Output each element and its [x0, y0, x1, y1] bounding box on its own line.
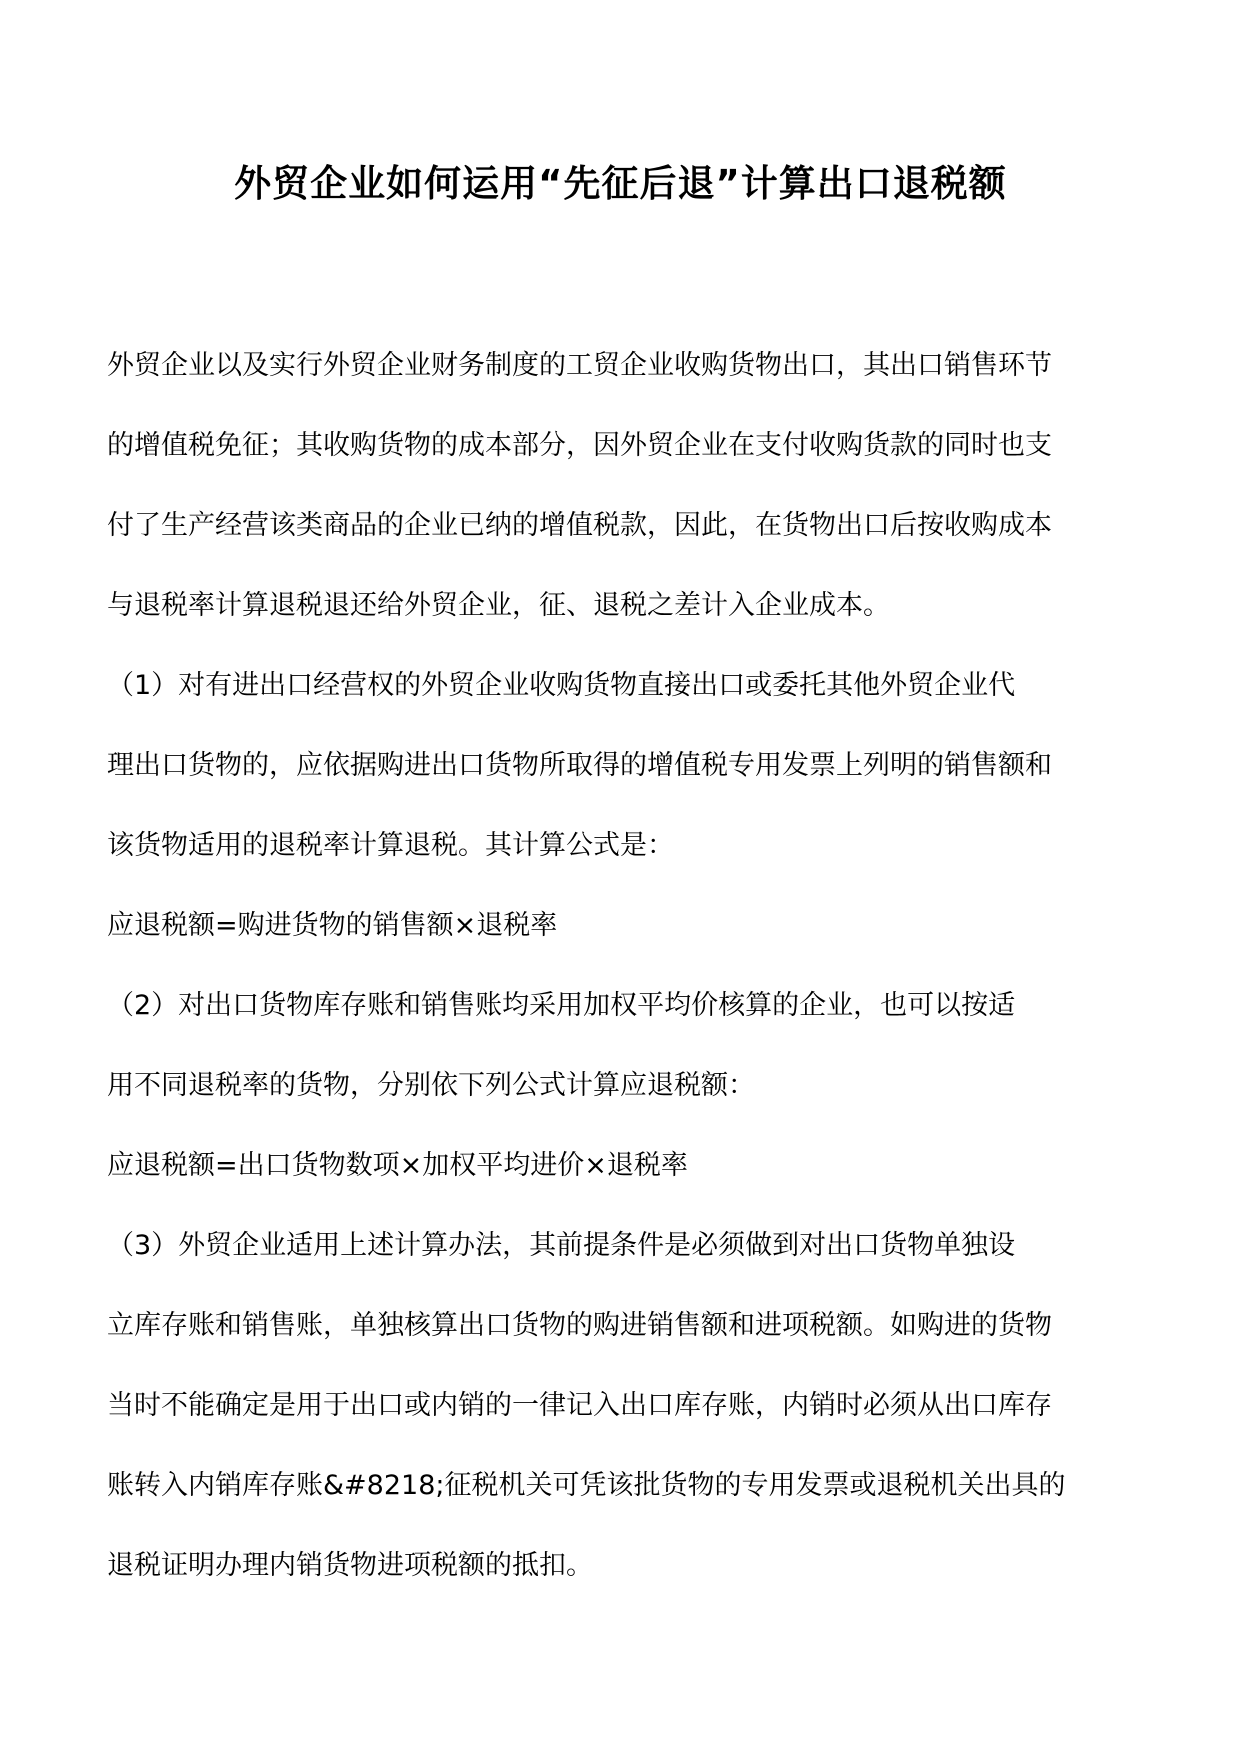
formula-line-1: 应退税额=购进货物的销售额×退税率: [107, 910, 558, 941]
body-line-13: 账转入内销库存账&#8218;征税机关可凭该批货物的专用发票或退税机关出具的: [107, 1470, 1066, 1501]
body-line-9: 用不同退税率的货物，分别依下列公式计算应退税额：: [107, 1070, 755, 1101]
body-line-7: 该货物适用的退税率计算退税。其计算公式是：: [107, 830, 674, 861]
formula-line-2: 应退税额=出口货物数项×加权平均进价×退税率: [107, 1150, 688, 1181]
body-line-2: 的增值税免征；其收购货物的成本部分，因外贸企业在支付收购货款的同时也支: [107, 430, 1052, 461]
body-line-1: 外贸企业以及实行外贸企业财务制度的工贸企业收购货物出口，其出口销售环节: [107, 350, 1052, 381]
body-line-14: 退税证明办理内销货物进项税额的抵扣。: [107, 1550, 593, 1581]
body-line-4: 与退税率计算退税退还给外贸企业，征、退税之差计入企业成本。: [107, 590, 890, 621]
body-line-10: （3）外贸企业适用上述计算办法，其前提条件是必须做到对出口货物单独设: [107, 1230, 1016, 1261]
body-line-8: （2）对出口货物库存账和销售账均采用加权平均价核算的企业，也可以按适: [107, 990, 1016, 1021]
body-line-11: 立库存账和销售账，单独核算出口货物的购进销售额和进项税额。如购进的货物: [107, 1310, 1052, 1341]
document-title: 外贸企业如何运用“先征后退”计算出口退税额: [234, 162, 1007, 205]
body-line-3: 付了生产经营该类商品的企业已纳的增值税款，因此，在货物出口后按收购成本: [107, 510, 1052, 541]
body-line-6: 理出口货物的，应依据购进出口货物所取得的增值税专用发票上列明的销售额和: [107, 750, 1052, 781]
body-line-12: 当时不能确定是用于出口或内销的一律记入出口库存账，内销时必须从出口库存: [107, 1390, 1052, 1421]
body-line-5: （1）对有进出口经营权的外贸企业收购货物直接出口或委托其他外贸企业代: [107, 670, 1016, 701]
